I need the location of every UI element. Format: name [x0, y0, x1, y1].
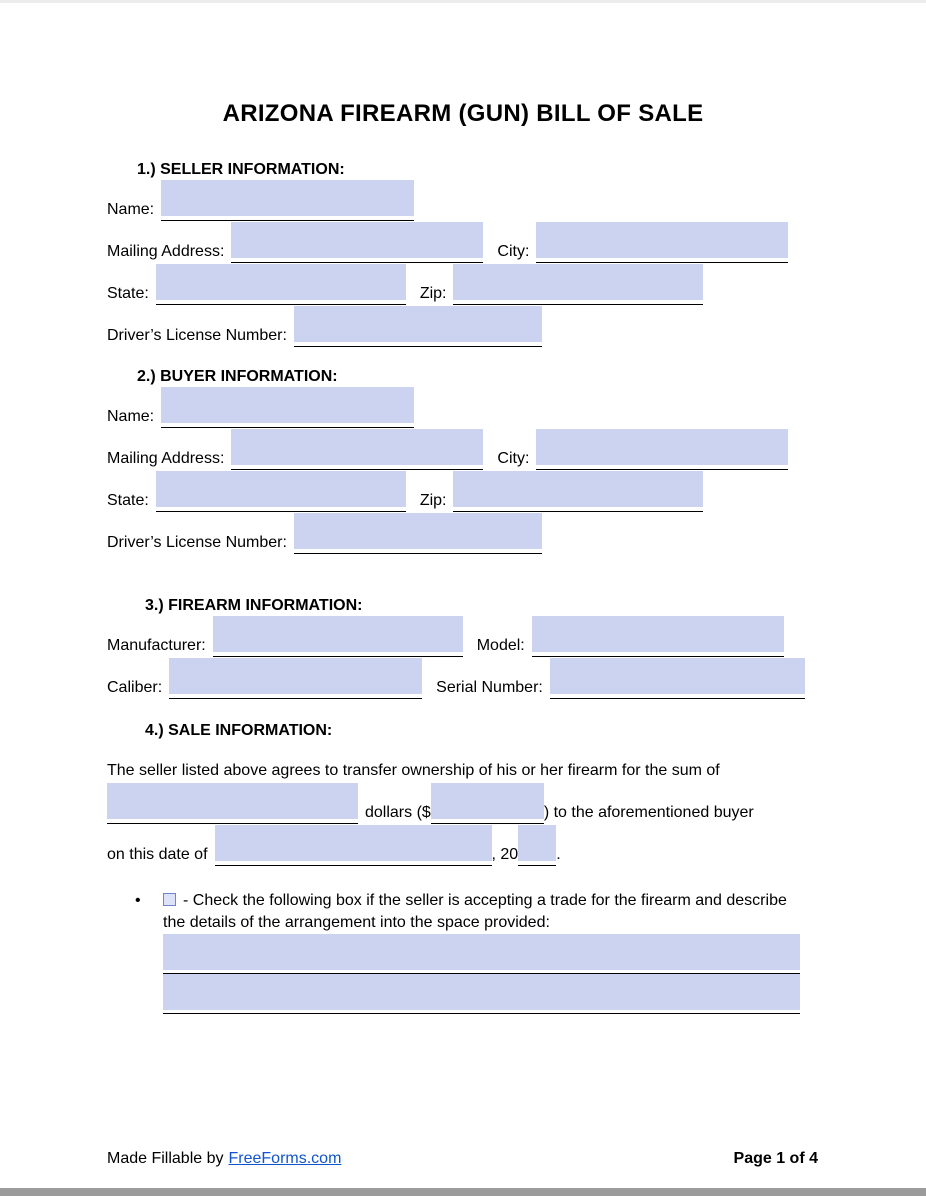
dollars-label: dollars ($	[365, 804, 431, 821]
buyer-name-blank	[161, 404, 414, 428]
page-indicator: Page 1 of 4	[733, 1150, 818, 1167]
trade-details-line-2	[163, 974, 819, 1014]
buyer-address-row	[107, 428, 819, 470]
seller-mailing-address-field[interactable]	[231, 222, 483, 258]
buyer-license-row	[107, 512, 819, 554]
state-label: State:	[107, 285, 149, 302]
model-blank	[532, 633, 784, 657]
sale-amount-numeric-blank	[431, 800, 544, 824]
seller-license-field[interactable]	[294, 306, 542, 342]
seller-name-blank	[161, 197, 414, 221]
page-content	[0, 161, 926, 1014]
serial-number-field[interactable]	[550, 658, 805, 694]
sale-paragraph-text: The seller listed above agrees to transfer ownership of his or her firearm for the sum of	[107, 762, 720, 779]
made-fillable-text: Made Fillable by	[107, 1150, 224, 1167]
trade-details-blank-2	[163, 994, 800, 1014]
sale-amount-numeric-field[interactable]	[431, 783, 544, 819]
seller-city-field[interactable]	[536, 222, 788, 258]
seller-city-blank	[536, 239, 788, 263]
sale-paragraph-line1	[107, 740, 819, 782]
buyer-suffix-text: ) to the aforementioned buyer	[543, 804, 754, 821]
buyer-state-blank	[156, 488, 406, 512]
seller-mailing-address-blank	[231, 239, 483, 263]
sale-amount-words-blank	[107, 800, 358, 824]
buyer-zip-blank	[453, 488, 703, 512]
sale-heading: 4.) SALE INFORMATION:	[145, 722, 333, 739]
drivers-license-label: Driver’s License Number:	[107, 327, 287, 344]
buyer-mailing-address-blank	[231, 446, 483, 470]
sale-date-row	[107, 824, 819, 866]
caliber-field[interactable]	[169, 658, 422, 694]
seller-name-row	[107, 179, 819, 221]
manufacturer-blank	[213, 633, 463, 657]
seller-state-field[interactable]	[156, 264, 406, 300]
sale-date-blank	[215, 842, 492, 866]
sale-year-blank	[518, 842, 556, 866]
seller-heading: 1.) SELLER INFORMATION:	[137, 161, 345, 178]
trade-instruction-text: - Check the following box if the seller is accepting a trade for the firearm and describe the details of the arrangement into the space provided:	[163, 892, 787, 931]
bullet-icon: •	[135, 892, 141, 909]
page-footer	[107, 1150, 818, 1168]
page-bottom-edge	[0, 1188, 926, 1196]
serial-number-blank	[550, 675, 805, 699]
zip-label: Zip:	[419, 285, 447, 302]
seller-state-blank	[156, 281, 406, 305]
model-field[interactable]	[532, 616, 784, 652]
firearm-heading: 3.) FIREARM INFORMATION:	[145, 597, 363, 614]
page-top-edge	[0, 0, 926, 3]
zip-label: Zip:	[419, 492, 447, 509]
seller-license-row	[107, 305, 819, 347]
trade-details-field-1[interactable]	[163, 934, 800, 970]
buyer-state-field[interactable]	[156, 471, 406, 507]
buyer-city-blank	[536, 446, 788, 470]
made-fillable-credit	[107, 1150, 341, 1168]
trade-details-blank-1	[163, 954, 800, 974]
seller-name-field[interactable]	[161, 180, 414, 216]
buyer-name-row	[107, 386, 819, 428]
buyer-city-field[interactable]	[536, 429, 788, 465]
sale-date-field[interactable]	[215, 825, 492, 861]
page-title: ARIZONA FIREARM (GUN) BILL OF SALE	[222, 100, 704, 127]
buyer-name-field[interactable]	[161, 387, 414, 423]
sale-year-field[interactable]	[518, 825, 556, 861]
buyer-license-field[interactable]	[294, 513, 542, 549]
city-label: City:	[497, 243, 530, 260]
firearm-make-model-row	[107, 615, 819, 657]
caliber-label: Caliber:	[107, 679, 163, 696]
buyer-section	[107, 368, 819, 554]
seller-address-row	[107, 221, 819, 263]
mailing-address-label: Mailing Address:	[107, 450, 225, 467]
caliber-blank	[169, 675, 422, 699]
sale-section	[107, 722, 819, 1014]
buyer-state-zip-row	[107, 470, 819, 512]
seller-zip-field[interactable]	[453, 264, 703, 300]
sale-amount-words-field[interactable]	[107, 783, 358, 819]
city-label: City:	[497, 450, 530, 467]
firearm-caliber-serial-row	[107, 657, 819, 699]
trade-instruction	[163, 890, 813, 934]
date-prefix-text: on this date of	[107, 846, 208, 863]
freeforms-link[interactable]: FreeForms.com	[228, 1150, 342, 1167]
name-label: Name:	[107, 201, 155, 218]
buyer-license-blank	[294, 530, 542, 554]
trade-details-line-1	[163, 934, 819, 974]
trade-checkbox[interactable]	[163, 893, 176, 906]
manufacturer-field[interactable]	[213, 616, 463, 652]
buyer-zip-field[interactable]	[453, 471, 703, 507]
seller-state-zip-row	[107, 263, 819, 305]
buyer-mailing-address-field[interactable]	[231, 429, 483, 465]
trade-details-field-2[interactable]	[163, 974, 800, 1010]
state-label: State:	[107, 492, 149, 509]
mailing-address-label: Mailing Address:	[107, 243, 225, 260]
seller-license-blank	[294, 323, 542, 347]
seller-section	[107, 161, 819, 347]
name-label: Name:	[107, 408, 155, 425]
drivers-license-label: Driver’s License Number:	[107, 534, 287, 551]
trade-bullet-item	[135, 890, 819, 934]
model-label: Model:	[476, 637, 525, 654]
buyer-heading: 2.) BUYER INFORMATION:	[137, 368, 338, 385]
firearm-section	[107, 597, 819, 699]
serial-number-label: Serial Number:	[436, 679, 543, 696]
year-prefix-text: , 20	[491, 846, 519, 863]
sentence-end-text: .	[556, 846, 561, 863]
sale-amount-row	[107, 782, 819, 824]
manufacturer-label: Manufacturer:	[107, 637, 206, 654]
seller-zip-blank	[453, 281, 703, 305]
